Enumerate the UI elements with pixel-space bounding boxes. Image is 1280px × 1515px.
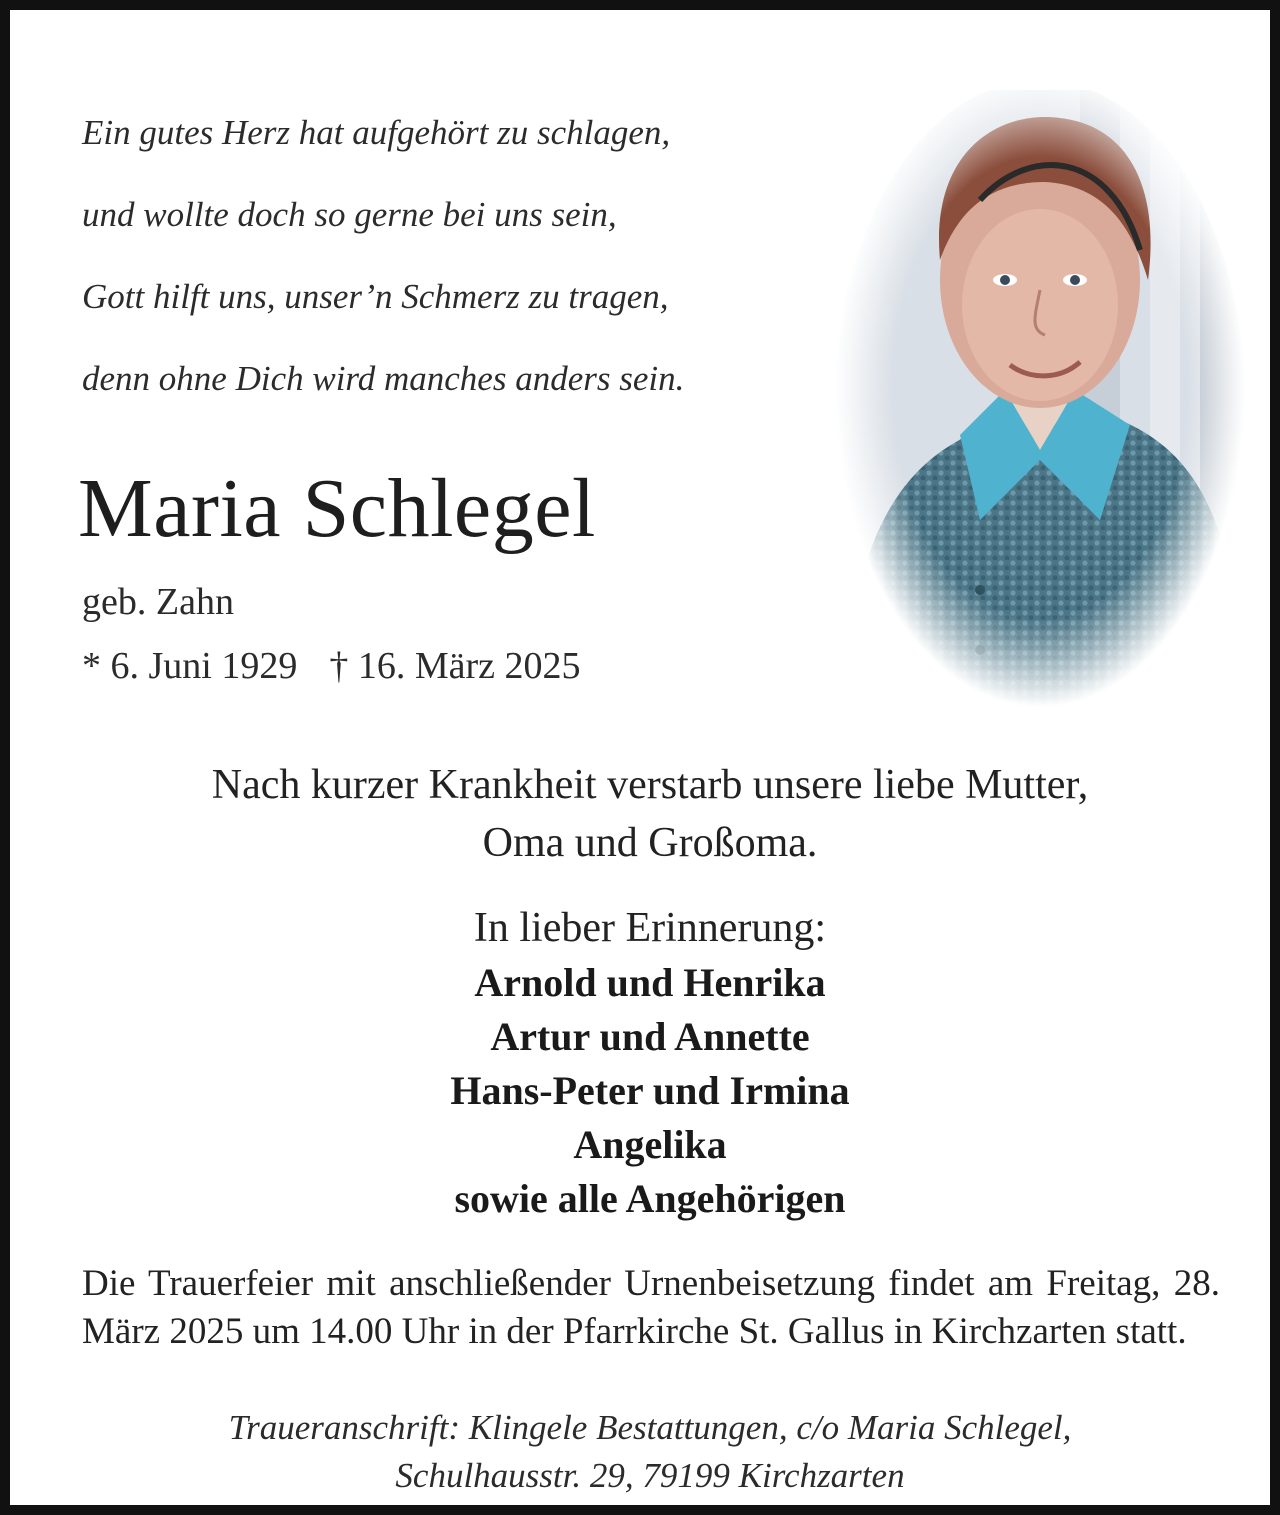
family-member: Arnold und Henrika xyxy=(474,960,826,1005)
poem-line: Ein gutes Herz hat aufgehört zu schlagen, xyxy=(82,113,671,152)
poem-line: und wollte doch so gerne bei uns sein, xyxy=(82,195,617,234)
death-date: † 16. März 2025 xyxy=(329,645,581,687)
birth-date: * 6. Juni 1929 xyxy=(82,645,298,687)
address-line: Traueranschrift: Klingele Bestattungen, c/o Maria Schlegel, xyxy=(228,1408,1072,1447)
family-member: sowie alle Angehörigen xyxy=(454,1176,846,1221)
poem xyxy=(82,92,802,420)
service-details: Die Trauerfeier mit anschließender Urnenbeisetzung findet am Freitag, 28. März 2025 um 14.00 Uhr in der Pfarrkirche St. Gallus in Kirchzarten statt. xyxy=(82,1263,1220,1352)
poem-line: denn ohne Dich wird manches anders sein. xyxy=(82,359,685,398)
deceased-name: Maria Schlegel xyxy=(78,462,596,555)
birth-name: geb. Zahn xyxy=(82,581,234,623)
family-list xyxy=(50,956,1250,1226)
memory-heading: In lieber Erinnerung: xyxy=(473,905,827,951)
family-member: Artur und Annette xyxy=(490,1014,810,1059)
announcement-line: Oma und Großoma. xyxy=(482,820,818,866)
address-line: Schulhausstr. 29, 79199 Kirchzarten xyxy=(395,1456,905,1495)
announcement-line: Nach kurzer Krankheit verstarb unsere liebe Mutter, xyxy=(211,762,1089,808)
poem-line: Gott hilft uns, unser’n Schmerz zu tragen, xyxy=(82,277,669,316)
family-member: Angelika xyxy=(573,1122,727,1167)
mourning-address xyxy=(50,1404,1250,1500)
portrait-photo xyxy=(830,90,1250,730)
family-member: Hans-Peter und Irmina xyxy=(450,1068,850,1113)
life-dates xyxy=(82,644,581,688)
death-announcement xyxy=(50,756,1250,872)
